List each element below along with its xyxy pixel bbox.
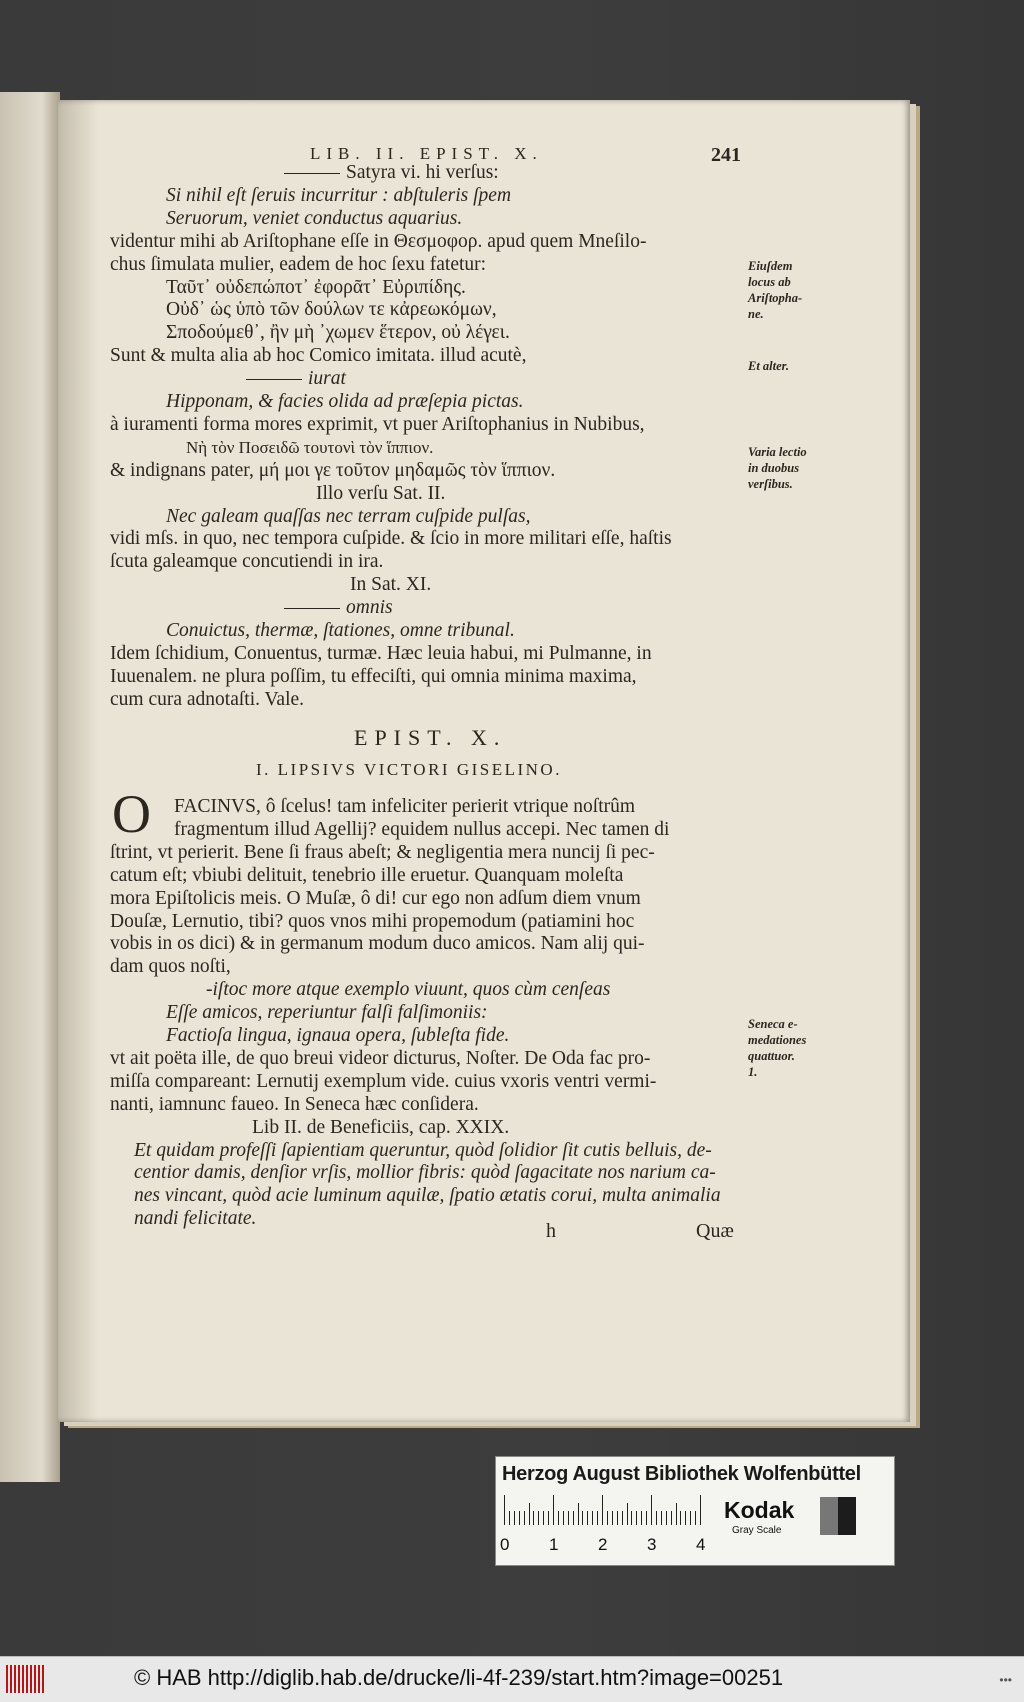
- ruler-tick: [646, 1511, 647, 1525]
- ruler-tick: [641, 1511, 642, 1525]
- ruler-tick: [627, 1503, 628, 1525]
- text-line: [110, 933, 645, 956]
- ruler-tick: [548, 1511, 549, 1525]
- line-text: Σποδούμεθ᾽, ἢν μὴ ᾽χωμεν ἕτερον, οὐ λέγει.: [166, 322, 510, 344]
- ruler-tick: [680, 1511, 681, 1525]
- text-line: [110, 1048, 650, 1071]
- text-line: [110, 414, 645, 437]
- line-text: à iuramenti forma mores exprimit, vt puer Ariſtophanius in Nubibus,: [110, 413, 645, 435]
- ruler-tick: [631, 1511, 632, 1525]
- kodak-logo: Kodak: [724, 1497, 795, 1523]
- ruler-tick: [676, 1503, 677, 1525]
- text-line: [166, 1002, 488, 1025]
- margin-note: Seneca e- medationes quattuor. 1.: [748, 1017, 807, 1079]
- ruler-tick: [656, 1511, 657, 1525]
- drop-cap: O: [112, 784, 151, 844]
- line-text: Satyra vi. hi verſus:: [346, 162, 499, 183]
- ruler-tick: [587, 1511, 588, 1525]
- text-line: [166, 208, 462, 231]
- ruler-tick: [592, 1511, 593, 1525]
- rule-dash: [284, 173, 340, 174]
- scale-number: 3: [647, 1535, 657, 1554]
- text-line: [110, 254, 486, 277]
- text-line: [110, 551, 383, 574]
- line-text: Lib II. de Beneficiis, cap. XXIX.: [252, 1116, 510, 1138]
- line-text: Si nihil eſt ſeruis incurritur : abſtuleris ſpem: [166, 184, 512, 206]
- line-text: iurat: [308, 368, 346, 390]
- ruler-tick: [651, 1495, 652, 1525]
- ruler-tick: [573, 1511, 574, 1525]
- ruler-tick: [690, 1511, 691, 1525]
- ruler-tick: [504, 1495, 505, 1525]
- text-line: [110, 911, 634, 934]
- ruler-tick: [700, 1495, 701, 1525]
- ruler-tick: [671, 1511, 672, 1525]
- text-line: [350, 574, 431, 597]
- text-line: [174, 819, 669, 842]
- line-text: vidi mſs. in quo, nec tempora cuſpide. & ſcio in more militari eſſe, haſtis: [110, 528, 672, 550]
- text-line: [110, 956, 231, 979]
- line-text: miſſa compareant: Lernutij exemplum vide. cuius vxoris ventri vermi-: [110, 1070, 657, 1092]
- rule-dash: [284, 608, 340, 609]
- ruler-tick: [543, 1511, 544, 1525]
- ruler-tick: [685, 1511, 686, 1525]
- line-text: Iuuenalem. ne plura poſſim, tu effeciſti, qui omnia minima maxima,: [110, 665, 637, 687]
- line-text: Factioſa lingua, ignaua opera, ſubleſta fide.: [166, 1025, 510, 1046]
- line-text: nes vincant, quòd acie luminum aquilæ, ſpatio ætatis corui, multa animalia: [134, 1185, 721, 1207]
- line-text: chus ſimulata mulier, eadem de hoc ſexu fatetur:: [110, 253, 487, 275]
- scale-ruler: [504, 1495, 704, 1525]
- ruler-tick: [622, 1511, 623, 1525]
- ruler-tick: [553, 1495, 554, 1525]
- text-line: [166, 391, 523, 414]
- text-line: [166, 277, 466, 300]
- ruler-tick: [563, 1511, 564, 1525]
- line-text: Idem ſchidium, Conuentus, turmæ. Hæc leuia habui, mi Pulmanne, in: [110, 642, 652, 664]
- line-text: nandi felicitate.: [134, 1208, 257, 1230]
- text-line: [284, 597, 393, 620]
- book-page: [58, 100, 910, 1422]
- margin-note: Eiuſdem locus ab Ariſtopha- ne.: [748, 259, 803, 321]
- scale-number: 4: [696, 1535, 706, 1554]
- text-line: [110, 865, 623, 888]
- line-text: Sunt & multa alia ab hoc Comico imitata. illud acutè,: [110, 345, 527, 367]
- text-line: [110, 460, 555, 483]
- library-color-target: [495, 1456, 895, 1566]
- ruler-tick: [695, 1511, 696, 1525]
- text-line: [110, 1094, 479, 1117]
- library-name: Herzog August Bibliothek Wolfenbüttel: [502, 1463, 861, 1485]
- scale-number: 1: [549, 1535, 559, 1554]
- line-text: omnis: [346, 597, 393, 619]
- ruler-tick: [533, 1511, 534, 1525]
- text-line: [186, 437, 433, 458]
- line-text: Illo verſu Sat. II.: [316, 482, 446, 504]
- ruler-tick: [514, 1511, 515, 1525]
- text-line: [252, 1117, 509, 1140]
- margin-note: Varia lectio in duobus verſibus.: [748, 445, 807, 491]
- line-text: Seruorum, veniet conductus aquarius.: [166, 207, 463, 229]
- scale-number: 2: [598, 1535, 608, 1554]
- hab-logo-icon: [6, 1665, 46, 1693]
- viewer-footer: [0, 1656, 1024, 1702]
- ruler-tick: [612, 1511, 613, 1525]
- ruler-tick: [509, 1511, 510, 1525]
- line-text: Οὐδ᾽ ὡς ὑπὸ τῶν δούλων τε κἀρεωκόμων,: [166, 299, 497, 321]
- ruler-tick: [524, 1511, 525, 1525]
- gutter-shadow: [58, 100, 98, 1422]
- text-line: [110, 888, 641, 911]
- footer-url[interactable]: © HAB http://diglib.hab.de/drucke/li-4f-239/start.htm?image=00251: [134, 1665, 784, 1690]
- epistle-heading: EPIST. X.: [354, 725, 507, 750]
- line-text: catum eſt; vbiubi delituit, tenebrio ille eruetur. Quanquam moleſta: [110, 864, 624, 886]
- text-line: [284, 162, 499, 185]
- line-text: Conuictus, thermæ, ſtationes, omne tribunal.: [166, 620, 515, 641]
- line-text: vt ait poëta ille, de quo breui videor dicturus, Noſter. De Oda fac pro-: [110, 1047, 651, 1069]
- text-line: [110, 345, 526, 368]
- text-line: [246, 368, 346, 391]
- ruler-tick: [568, 1511, 569, 1525]
- text-line: [174, 796, 635, 819]
- text-line: [166, 620, 515, 643]
- text-line: [110, 231, 646, 254]
- ruler-tick: [607, 1511, 608, 1525]
- text-line: [166, 1025, 509, 1048]
- line-text: ſcuta galeamque concutiendi in ira.: [110, 551, 384, 573]
- ruler-tick: [519, 1511, 520, 1525]
- line-text: vobis in os dici) & in germanum modum duco amicos. Nam alij qui-: [110, 933, 645, 955]
- ruler-tick: [636, 1511, 637, 1525]
- text-line: [110, 666, 637, 689]
- text-line: [206, 979, 610, 1002]
- line-text: Hipponam, & facies olida ad præſepia pictas.: [166, 391, 524, 412]
- ruler-tick: [602, 1495, 603, 1525]
- text-line: [110, 643, 652, 666]
- facing-page-edge: [0, 92, 60, 1482]
- more-icon[interactable]: •••: [999, 1673, 1012, 1687]
- text-line: [166, 506, 530, 529]
- line-text: ſtrint, vt perierit. Bene ſi fraus abeſt; & negligentia mera nuncij ſi pec-: [110, 841, 655, 863]
- ruler-tick: [558, 1511, 559, 1525]
- ruler-tick: [582, 1511, 583, 1525]
- text-line: [134, 1208, 256, 1231]
- line-text: mora Epiſtolicis meis. O Muſæ, ô di! cur ego non adſum diem vnum: [110, 887, 641, 909]
- line-text: dam quos noſti,: [110, 956, 231, 978]
- ruler-tick: [597, 1511, 598, 1525]
- text-line: [166, 185, 511, 208]
- margin-note: Et alter.: [748, 359, 789, 373]
- ruler-tick: [617, 1511, 618, 1525]
- line-text: cum cura adnotaſti. Vale.: [110, 688, 305, 710]
- line-text: & indignans pater, μή μοι γε τοῦτον μηδαμῶς τὸν ἵππιον.: [110, 459, 556, 481]
- ruler-tick: [661, 1511, 662, 1525]
- ruler-tick: [538, 1511, 539, 1525]
- line-text: Ταῦτ᾽ οὐδεπώποτ᾽ ἐφορᾶτ᾽ Εὐριπίδης.: [166, 276, 466, 298]
- line-text: -iſtoc more atque exemplo viuunt, quos cùm cenſeas: [206, 979, 611, 1001]
- line-text: Νὴ τὸν Ποσειδῶ τουτονὶ τὸν ἵππιον.: [186, 437, 434, 457]
- text-line: [166, 322, 510, 345]
- scale-number: 0: [500, 1535, 510, 1554]
- epistle-address: I. LIPSIVS VICTORI GISELINO.: [256, 760, 562, 779]
- gray-scale-label: Gray Scale: [732, 1525, 782, 1536]
- signature-mark: h: [546, 1220, 556, 1242]
- page-number: 241: [711, 144, 741, 166]
- text-line: [110, 1071, 656, 1094]
- catchword: Quæ: [696, 1220, 734, 1242]
- text-line: [110, 842, 655, 865]
- ruler-tick: [529, 1503, 530, 1525]
- line-text: Eſſe amicos, reperiuntur falſi falſimoniis:: [166, 1002, 488, 1024]
- line-text: videntur mihi ab Ariſtophane eſſe in Θεσμοφορ. apud quem Mneſilo-: [110, 230, 647, 252]
- ruler-tick: [578, 1503, 579, 1525]
- line-text: Et quidam profeſſi ſapientiam queruntur, quòd ſolidior ſit cutis belluis, de-: [134, 1139, 712, 1161]
- line-text: Nec galeam quaſſas nec terram cuſpide pulſas,: [166, 505, 531, 527]
- text-line: [110, 689, 304, 712]
- text-line: [134, 1162, 716, 1185]
- line-text: Douſæ, Lernutio, tibi? quos vnos mihi propemodum (patiamini hoc: [110, 910, 635, 932]
- text-line: [134, 1140, 712, 1163]
- text-line: [316, 483, 445, 506]
- running-head: LIB. II. EPIST. X.: [310, 144, 543, 163]
- line-text: centior damis, denſior vrſis, mollior fibris: quòd ſagacitate nos narium ca-: [134, 1162, 716, 1184]
- line-text: fragmentum illud Agellij? equidem nullus accepi. Nec tamen di: [174, 818, 670, 840]
- line-text: FACINVS, ô ſcelus! tam infeliciter perierit vtrique noſtrûm: [174, 796, 636, 817]
- rule-dash: [246, 379, 302, 380]
- gray-swatch: [820, 1497, 856, 1535]
- line-text: nanti, iamnunc faueo. In Seneca hæc conſidera.: [110, 1093, 479, 1115]
- line-text: In Sat. XI.: [350, 574, 432, 596]
- text-line: [110, 528, 672, 551]
- ruler-tick: [666, 1511, 667, 1525]
- text-line: [134, 1185, 721, 1208]
- text-line: [166, 299, 497, 322]
